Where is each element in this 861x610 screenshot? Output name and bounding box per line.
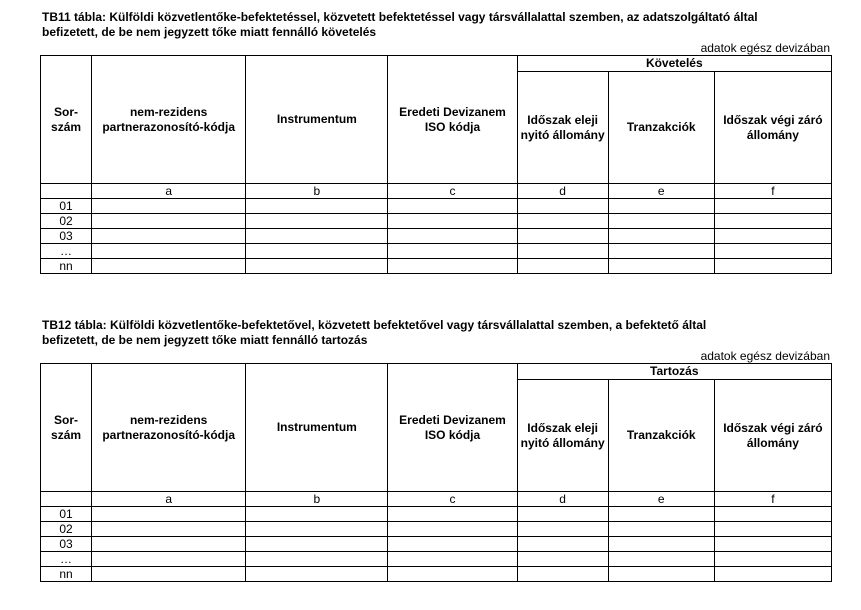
header-instrument: Instrumentum xyxy=(246,364,388,492)
cell-partner-code[interactable] xyxy=(92,244,246,259)
cell-currency[interactable] xyxy=(388,522,517,537)
tb12-table xyxy=(40,363,832,582)
cell-closing[interactable] xyxy=(714,552,831,567)
tb12-section xyxy=(40,318,832,582)
cell-currency[interactable] xyxy=(388,507,517,522)
cell-transactions[interactable] xyxy=(608,552,714,567)
cell-opening[interactable] xyxy=(517,507,608,522)
table-row xyxy=(41,507,832,522)
cell-transactions[interactable] xyxy=(608,507,714,522)
letter-cell: a xyxy=(92,492,246,507)
cell-instrument[interactable] xyxy=(246,522,388,537)
cell-partner-code[interactable] xyxy=(92,522,246,537)
letter-cell: a xyxy=(92,184,246,199)
cell-instrument[interactable] xyxy=(246,244,388,259)
tb12-unit-note: adatok egész devizában xyxy=(700,349,830,363)
cell-currency[interactable] xyxy=(388,199,517,214)
letter-cell: b xyxy=(246,492,388,507)
cell-partner-code[interactable] xyxy=(92,229,246,244)
row-number: 02 xyxy=(41,522,92,537)
cell-opening[interactable] xyxy=(517,522,608,537)
letter-cell xyxy=(41,492,92,507)
cell-opening[interactable] xyxy=(517,259,608,274)
table-row xyxy=(41,259,832,274)
letter-cell: f xyxy=(714,184,831,199)
tb12-title-line2: befizetett, de be nem jegyzett tőke miatt fennálló tartozás xyxy=(42,333,368,347)
header-instrument: Instrumentum xyxy=(246,56,388,184)
cell-currency[interactable] xyxy=(388,244,517,259)
cell-closing[interactable] xyxy=(714,229,831,244)
table-row xyxy=(41,552,832,567)
header-opening-stock: Időszak eleji nyitó állomány xyxy=(517,380,608,492)
header-sorszam-l1: Sor- xyxy=(54,412,79,427)
cell-instrument[interactable] xyxy=(246,229,388,244)
letter-cell: d xyxy=(517,184,608,199)
header-sorszam-l2: szám xyxy=(51,427,82,442)
tb11-title-line2: befizetett, de be nem jegyzett tőke miatt fennálló követelés xyxy=(42,25,377,39)
tb12-title-line1: TB12 tábla: Külföldi közvetlentőke-befektetővel, közvetett befektetővel vagy társvállalattal szemben, a befektető által xyxy=(42,318,707,332)
cell-partner-code[interactable] xyxy=(92,259,246,274)
tb11-section xyxy=(40,10,832,274)
row-number: nn xyxy=(41,259,92,274)
tb11-title xyxy=(42,10,830,40)
header-partner-code: nem-rezidens partnerazonosító-kódja xyxy=(92,56,246,184)
cell-transactions[interactable] xyxy=(608,537,714,552)
letter-cell: f xyxy=(714,492,831,507)
letter-cell: b xyxy=(246,184,388,199)
cell-partner-code[interactable] xyxy=(92,537,246,552)
row-number: 01 xyxy=(41,199,92,214)
letter-cell: c xyxy=(388,492,517,507)
table-row xyxy=(41,214,832,229)
cell-partner-code[interactable] xyxy=(92,507,246,522)
table-row xyxy=(41,244,832,259)
header-currency-iso: Eredeti Devizanem ISO kódja xyxy=(388,364,517,492)
letter-cell: c xyxy=(388,184,517,199)
cell-transactions[interactable] xyxy=(608,244,714,259)
row-number: 01 xyxy=(41,507,92,522)
letter-row xyxy=(41,492,832,507)
cell-partner-code[interactable] xyxy=(92,199,246,214)
cell-instrument[interactable] xyxy=(246,567,388,582)
cell-instrument[interactable] xyxy=(246,552,388,567)
cell-opening[interactable] xyxy=(517,229,608,244)
cell-instrument[interactable] xyxy=(246,199,388,214)
table-row xyxy=(41,199,832,214)
letter-cell: e xyxy=(608,492,714,507)
cell-closing[interactable] xyxy=(714,259,831,274)
cell-currency[interactable] xyxy=(388,537,517,552)
cell-opening[interactable] xyxy=(517,199,608,214)
cell-closing[interactable] xyxy=(714,507,831,522)
table-row xyxy=(41,522,832,537)
row-number: … xyxy=(41,552,92,567)
header-currency-iso: Eredeti Devizanem ISO kódja xyxy=(388,56,517,184)
row-number: 02 xyxy=(41,214,92,229)
cell-closing[interactable] xyxy=(714,214,831,229)
header-sorszam xyxy=(41,56,92,184)
cell-transactions[interactable] xyxy=(608,567,714,582)
row-number: … xyxy=(41,244,92,259)
cell-instrument[interactable] xyxy=(246,259,388,274)
cell-currency[interactable] xyxy=(388,259,517,274)
letter-row xyxy=(41,184,832,199)
cell-closing[interactable] xyxy=(714,537,831,552)
header-sorszam-l2: szám xyxy=(51,119,82,134)
table-row xyxy=(41,229,832,244)
cell-currency[interactable] xyxy=(388,552,517,567)
cell-opening[interactable] xyxy=(517,552,608,567)
cell-transactions[interactable] xyxy=(608,522,714,537)
letter-cell xyxy=(41,184,92,199)
cell-transactions[interactable] xyxy=(608,229,714,244)
header-opening-stock: Időszak eleji nyitó állomány xyxy=(517,72,608,184)
header-sorszam-l1: Sor- xyxy=(54,104,79,119)
cell-partner-code[interactable] xyxy=(92,214,246,229)
row-number: 03 xyxy=(41,229,92,244)
cell-opening[interactable] xyxy=(517,567,608,582)
cell-transactions[interactable] xyxy=(608,214,714,229)
cell-closing[interactable] xyxy=(714,567,831,582)
header-group-tartozas: Tartozás xyxy=(517,364,831,380)
cell-currency[interactable] xyxy=(388,567,517,582)
header-group-kovetel: Követelés xyxy=(517,56,831,72)
cell-opening[interactable] xyxy=(517,244,608,259)
cell-currency[interactable] xyxy=(388,214,517,229)
row-number: nn xyxy=(41,567,92,582)
tb12-title xyxy=(42,318,830,348)
table-row xyxy=(41,537,832,552)
table-row xyxy=(41,567,832,582)
letter-cell: e xyxy=(608,184,714,199)
tb11-unit-note: adatok egész devizában xyxy=(700,41,830,55)
header-partner-code: nem-rezidens partnerazonosító-kódja xyxy=(92,364,246,492)
cell-opening[interactable] xyxy=(517,214,608,229)
tb11-table xyxy=(40,55,832,274)
cell-instrument[interactable] xyxy=(246,214,388,229)
cell-instrument[interactable] xyxy=(246,537,388,552)
header-transactions: Tranzakciók xyxy=(608,72,714,184)
tb11-title-line1: TB11 tábla: Külföldi közvetlentőke-befektetéssel, közvetett befektetéssel vagy társvállalattal szemben, az adatszolgáltató által xyxy=(42,10,758,24)
header-sorszam xyxy=(41,364,92,492)
cell-closing[interactable] xyxy=(714,244,831,259)
header-transactions: Tranzakciók xyxy=(608,380,714,492)
letter-cell: d xyxy=(517,492,608,507)
cell-transactions[interactable] xyxy=(608,199,714,214)
cell-partner-code[interactable] xyxy=(92,567,246,582)
header-closing-stock: Időszak végi záró állomány xyxy=(714,380,831,492)
row-number: 03 xyxy=(41,537,92,552)
cell-currency[interactable] xyxy=(388,229,517,244)
cell-partner-code[interactable] xyxy=(92,552,246,567)
cell-instrument[interactable] xyxy=(246,507,388,522)
cell-closing[interactable] xyxy=(714,199,831,214)
header-closing-stock: Időszak végi záró állomány xyxy=(714,72,831,184)
cell-opening[interactable] xyxy=(517,537,608,552)
cell-transactions[interactable] xyxy=(608,259,714,274)
cell-closing[interactable] xyxy=(714,522,831,537)
